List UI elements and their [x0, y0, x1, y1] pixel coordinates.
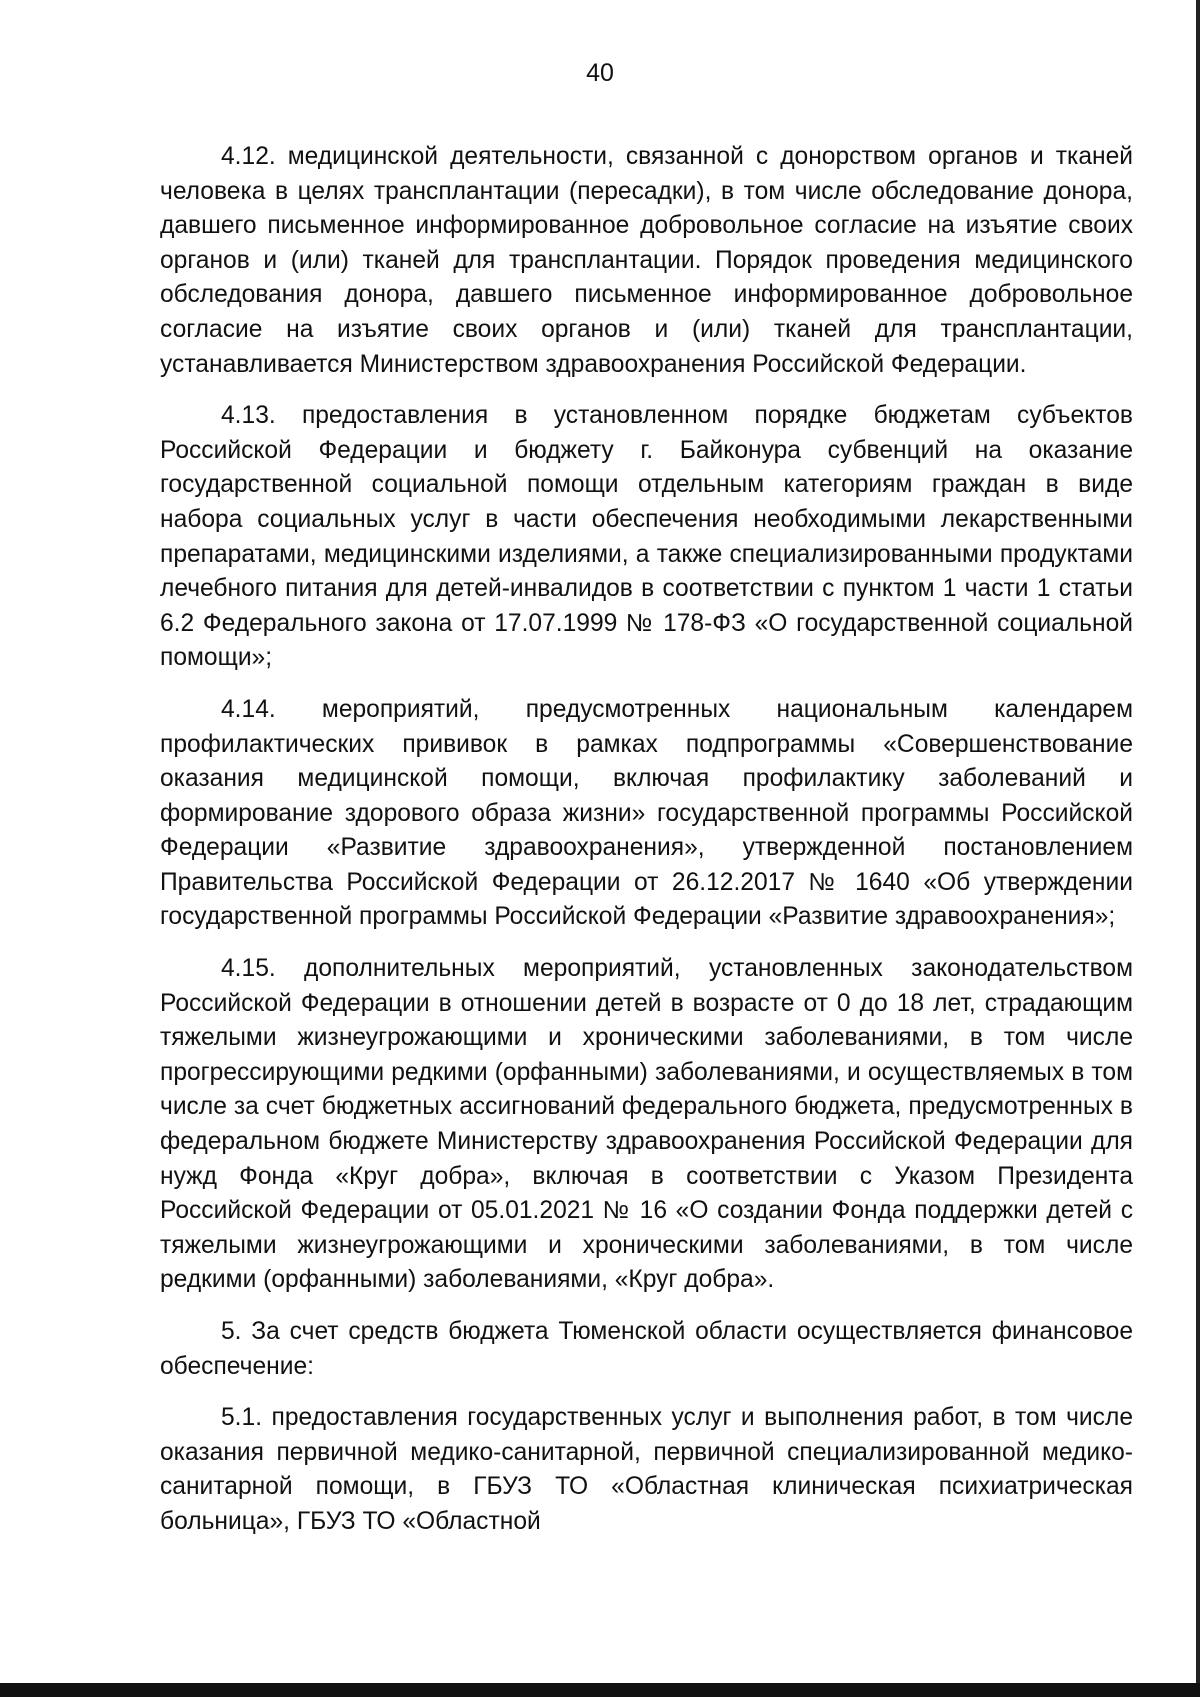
scan-right-edge — [1196, 0, 1200, 1697]
paragraph-4-13: 4.13. предоставления в установленном порядке бюджетам субъектов Российской Федерации и бюджету г. Байконура субвенций на оказание государственной социальной помощи отдельным категориям граждан в виде набора социальных услуг в части обеспечения необходимыми лекарственными препаратами, медицинскими изделиями, а также специализированными продуктами лечебного питания для детей-инвалидов в соответствии с пунктом 1 части 1 статьи 6.2 Федерального закона от 17.07.1999 № 178-ФЗ «О государственной социальной помощи»; — [160, 402, 1133, 672]
document-body — [160, 140, 1133, 1557]
paragraph-5: 5. За счет средств бюджета Тюменской области осуществляется финансовое обеспечение: — [160, 1318, 1133, 1380]
scan-bottom-edge — [0, 1683, 1200, 1697]
paragraph-5-1: 5.1. предоставления государственных услуг и выполнения работ, в том числе оказания первичной медико-санитарной, первичной специализированной медико-санитарной помощи, в ГБУЗ ТО «Областная клиническая психиатрическая больница», ГБУЗ ТО «Областной — [160, 1404, 1133, 1535]
paragraph-4-15: 4.15. дополнительных мероприятий, установленных законодательством Российской Федерации в отношении детей в возрасте от 0 до 18 лет, страдающим тяжелыми жизнеугрожающими и хроническими заболеваниями, в том числе прогрессирующими редкими (орфанными) заболеваниями, и осуществляемых в том числе за счет бюджетных ассигнований федерального бюджета, предусмотренных в федеральном бюджете Министерству здравоохранения Российской Федерации для нужд Фонда «Круг добра», включая в соответствии с Указом Президента Российской Федерации от 05.01.2021 № 16 «О создании Фонда поддержки детей с тяжелыми жизнеугрожающими и хроническими заболеваниями, в том числе редкими (орфанными) заболеваниями, «Круг добра». — [160, 955, 1133, 1294]
paragraph-4-12: 4.12. медицинской деятельности, связанной с донорством органов и тканей человека в целях трансплантации (пересадки), в том числе обследование донора, давшего письменное информированное добровольное согласие на изъятие своих органов и (или) тканей для трансплантации. Порядок проведения медицинского обследования донора, давшего письменное информированное добровольное согласие на изъятие своих органов и (или) тканей для трансплантации, устанавливается Министерством здравоохранения Российской Федерации. — [160, 143, 1133, 378]
page-number: 40 — [586, 59, 614, 87]
paragraph-4-14: 4.14. мероприятий, предусмотренных национальным календарем профилактических прививок в рамках подпрограммы «Совершенствование оказания медицинской помощи, включая профилактику заболеваний и формирование здорового образа жизни» государственной программы Российской Федерации «Развитие здравоохранения», утвержденной постановлением Правительства Российской Федерации от 26.12.2017 № 1640 «Об утверждении государственной программы Российской Федерации «Развитие здравоохранения»; — [160, 695, 1133, 931]
